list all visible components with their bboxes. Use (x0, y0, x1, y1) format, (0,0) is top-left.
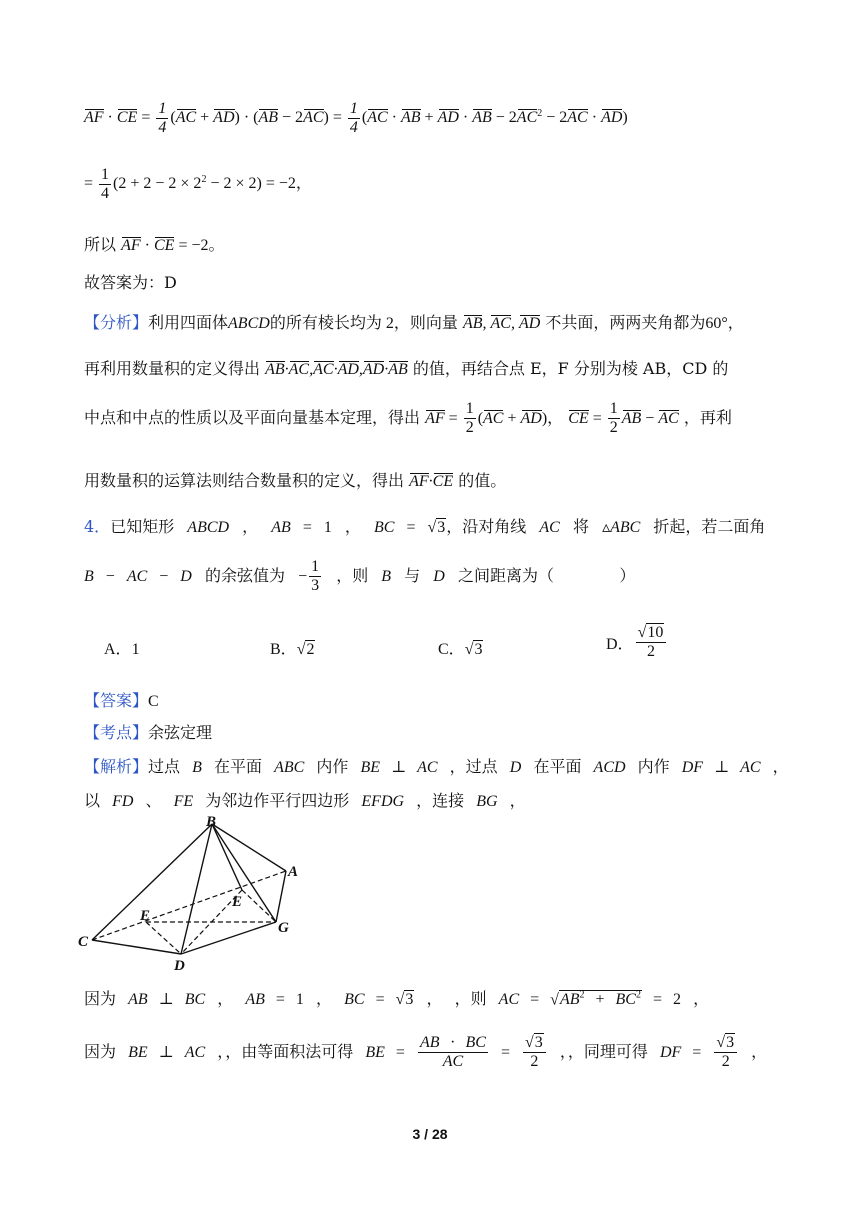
analysis-tag: 【分析】 (84, 313, 149, 332)
option-c[interactable]: C．√3 (438, 641, 483, 658)
topic-line: 【考点】余弦定理 (84, 723, 213, 742)
edge-ca (92, 871, 286, 940)
topic-tag: 【考点】 (84, 723, 149, 742)
solution-line-4: 因为 BE ⊥ AC ，，由等面积法可得 BE = $\frac{AB \cdot BC}{AC}$ = $\frac{√3}{2}$ ，，同理可得 DF = $\frac{√3}{2}$ ， (84, 1034, 768, 1070)
label-b: B (206, 814, 217, 830)
label-g: G (278, 920, 289, 936)
label-c: C (78, 934, 89, 950)
problem-number: 4． (84, 517, 111, 536)
solution-line-1: 【解析】过点 B 在平面 ABC 内作 BE ⊥ AC ，过点 D 在平面 ACD 内作 DF ⊥ AC ， (84, 757, 789, 776)
label-e-left: E (140, 908, 151, 924)
label-d: D (174, 958, 185, 974)
answer-intro: 故答案为：D (84, 273, 177, 292)
edge-dg (181, 922, 276, 954)
formula-line-1: AF · CE = $\frac{1}{4}$ (AC + AD) · (AB − 2AC) = $\frac{1}{4}$ (AC · AB + AD · AB − $2AC^2 - 2AC \cdot AD$) (84, 100, 628, 136)
option-d[interactable]: D． $\frac{√10}{2}$ (606, 624, 668, 661)
solution-line-2: 以 FD 、 FE 为邻边作平行四边形 EFDG ，连接 BG ， (84, 791, 526, 810)
formula-line-2: = $\frac{1}{4}$ $(2 + 2 - 2 \times 2^2 - 2 \times 2) = -2$， (84, 166, 312, 202)
label-e-right: E (232, 894, 243, 910)
page-number: 3 / 28 (412, 1126, 448, 1142)
tetrahedron-figure (74, 814, 314, 974)
analysis-line-4: 用数量积的运算法则结合数量积的定义，得出 AF·CE 的值。 (84, 471, 507, 490)
problem-4-line-1: 4．已知矩形 ABCD ， AB = 1 ， BC = √3，沿对角线 AC 将 ▵ABC 折起，若二面角 (84, 517, 766, 536)
option-a[interactable]: A．1 (104, 641, 140, 658)
conclusion-line: 所以 AF · CE = −2。 (84, 235, 225, 254)
problem-4-line-2: B − AC − D 的余弦值为 − $\frac{1}{3}$ ，则 B 与 D 之间距离为（ ） (84, 558, 636, 594)
analysis-line-1: 【分析】利用四面体ABCD的所有棱长均为 2，则向量 AB, AC, AD 不共面，两两夹角都为60°， (84, 313, 744, 332)
solution-tag: 【解析】 (84, 757, 149, 776)
analysis-line-3: 中点和中点的性质以及平面向量基本定理，得出 AF = $\frac{1}{2}$ (AC + AD)， CE = $\frac{1}{2}$ AB − AC ，再利 (84, 400, 732, 436)
answer-line: 【答案】C (84, 691, 159, 710)
analysis-line-2: 再利用数量积的定义得出 AB·AC,AC·AD,AD·AB 的值，再结合点 E，F 分别为棱 AB，CD 的 (84, 359, 729, 378)
edge-cd (92, 940, 181, 954)
edge-ga (276, 871, 286, 922)
answer-tag: 【答案】 (84, 691, 149, 710)
label-a: A (288, 864, 299, 880)
edge-bd (181, 824, 212, 954)
option-b[interactable]: B．√2 (270, 641, 315, 658)
solution-line-3: 因为 AB ⊥ BC ， AB = 1 ， BC = √3 ， ，则 AC = $√AB^2 + BC^2 = 2$ ， (84, 989, 710, 1008)
edge-bg (212, 824, 276, 922)
